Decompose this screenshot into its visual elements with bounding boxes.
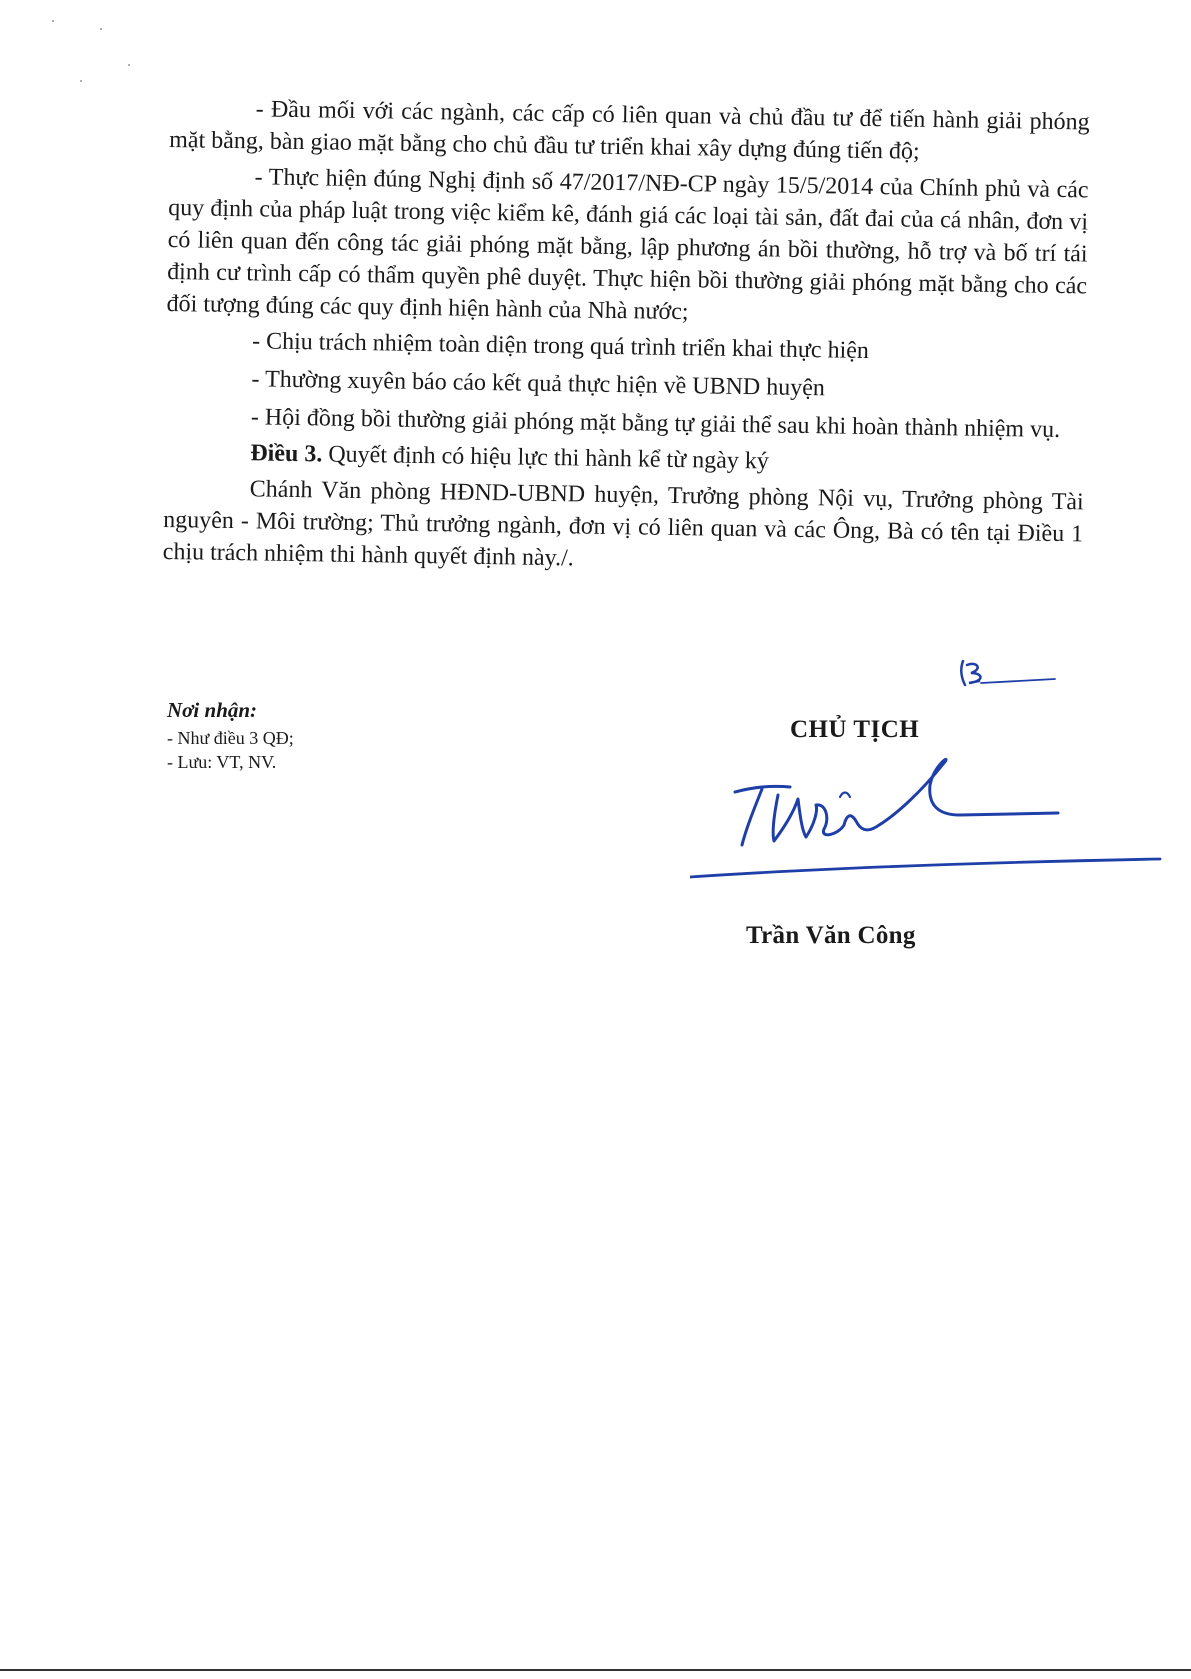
- scan-speck: [128, 64, 130, 66]
- scan-speck: [80, 80, 82, 82]
- scan-speck: [100, 28, 102, 30]
- decision-body: [162, 92, 1089, 586]
- recipients-heading: Nơi nhận:: [167, 698, 258, 722]
- recipient-item: - Như điều 3 QĐ;: [167, 728, 294, 748]
- scan-edge-line: [0, 1669, 1191, 1671]
- signer-title: CHỦ TỊCH: [790, 716, 920, 743]
- duty-dissolve: - Hội đồng bồi thường giải phóng mặt bằng tự giải thể sau khi hoàn thành nhiệm vụ.: [250, 404, 1061, 444]
- duty-responsibility: - Chịu trách nhiệm toàn diện trong quá trình triển khai thực hiện: [251, 328, 870, 365]
- duty-decree: - Thực hiện đúng Nghị định số 47/2017/NĐ-CP ngày 15/5/2014 của Chính phủ và các quy định của pháp luật trong việc kiểm kê, đánh giá các loại tài sản, đất đai của cá nhân, đơn vị có liên quan đến công tác giải phóng mặt bằng, lập phương án bồi thường, hỗ trợ và bố trí tái định cư trình cấp có thẩm quyền phê duyệt. Thực hiện bồi thường giải phóng mặt bằng cho các đối tượng đúng các quy định hiện hành của Nhà nước;: [166, 164, 1089, 326]
- execution-clause: Chánh Văn phòng HĐND-UBND huyện, Trưởng phòng Nội vụ, Trưởng phòng Tài nguyên - Môi trường; Thủ trưởng ngành, đơn vị có liên quan và các Ông, Bà có tên tại Điều 1 chịu trách nhiệm thi hành quyết định này./.: [162, 476, 1084, 572]
- signer-name: Trần Văn Công: [746, 922, 916, 949]
- handwritten-signature: [690, 755, 1170, 895]
- duty-report: - Thường xuyên báo cáo kết quả thực hiện về UBND huyện: [251, 366, 826, 402]
- initial-mark: [955, 655, 1065, 695]
- article-3-text: Quyết định có hiệu lực thi hành kể từ ngày ký: [322, 441, 770, 475]
- duty-coordinate: - Đầu mối với các ngành, các cấp có liên quan và chủ đầu tư để tiến hành giải phóng mặt bằng, bàn giao mặt bằng cho chủ đầu tư triển khai xây dựng đúng tiến độ;: [169, 96, 1090, 165]
- recipients-block: [167, 698, 294, 774]
- recipient-item: - Lưu: VT, NV.: [167, 752, 277, 772]
- article-3-label: Điều 3.: [250, 440, 323, 468]
- scan-speck: [52, 20, 54, 22]
